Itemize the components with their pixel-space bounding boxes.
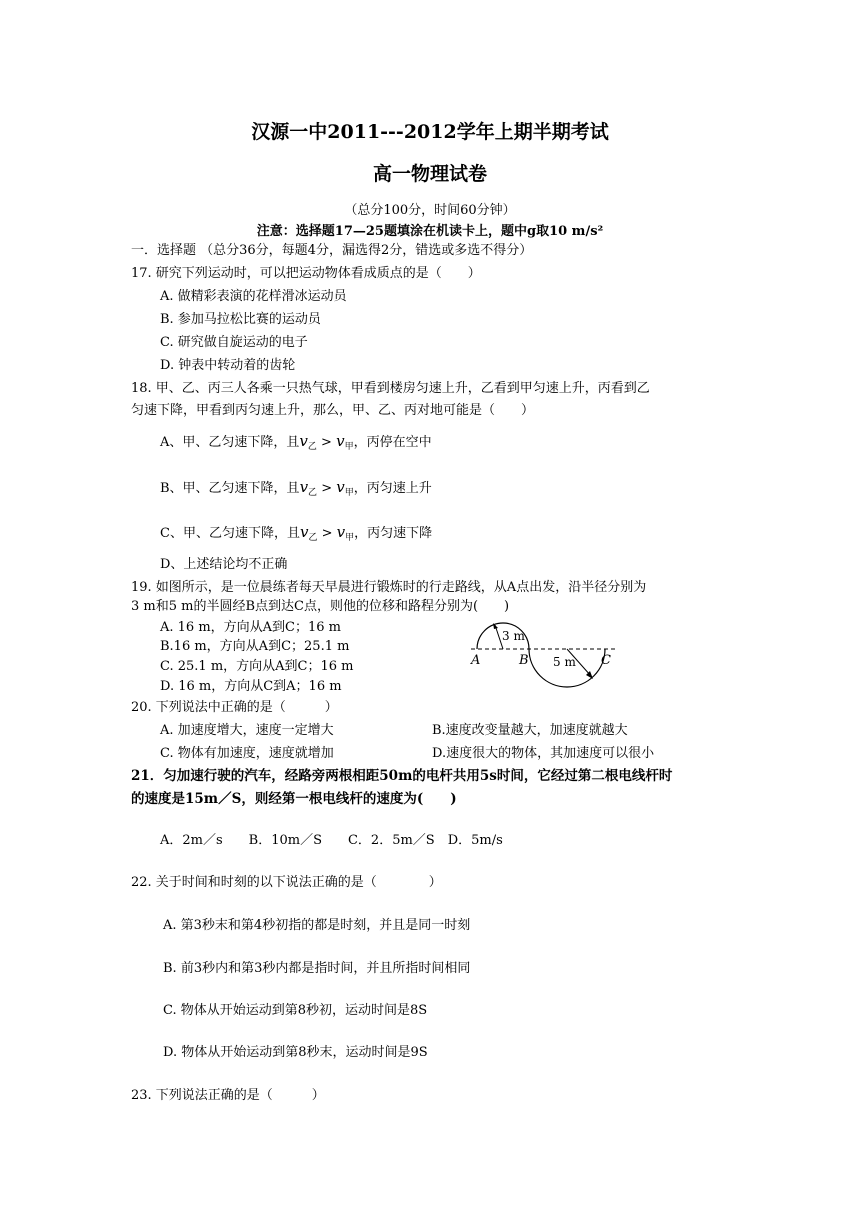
formula-op: >	[321, 526, 333, 541]
q19-stem-line1: 19. 如图所示，是一位晨练者每天早晨进行锻炼时的行走路线，从A点出发，沿半径分别为	[131, 580, 647, 595]
formula-v-jia: $v_甲$	[336, 523, 355, 543]
q19-option-a: A. 16 m，方向从A到C；16 m	[160, 620, 341, 635]
q18-stem-line1: 18. 甲、乙、丙三人各乘一只热气球，甲看到楼房匀速上升，乙看到甲匀速上升，丙看到乙	[131, 381, 650, 396]
label-a: A	[471, 653, 481, 668]
q22-option-d: D. 物体从开始运动到第8秒末，运动时间是9S	[163, 1045, 428, 1060]
q22-option-b: B. 前3秒内和第3秒内都是指时间，并且所指时间相同	[163, 961, 471, 976]
q20-option-b: B.速度改变量越大，加速度就越大	[432, 723, 628, 738]
exam-info: （总分100分，时间60分钟）	[344, 203, 516, 218]
q21-stem-line1: 21．匀加速行驶的汽车，经路旁两根相距50m的电杆共用5s时间，它经过第二根电线杆时	[131, 768, 673, 784]
q17-option-c: C. 研究做自旋运动的电子	[160, 335, 308, 350]
q17-option-b: B. 参加马拉松比赛的运动员	[160, 312, 321, 327]
exam-notice: 注意：选择题17—25题填涂在机读卡上，题中g取10 m/s²	[256, 224, 604, 239]
q17-stem: 17. 研究下列运动时，可以把运动物体看成质点的是（ ）	[131, 266, 481, 281]
label-r2: 5 m	[553, 655, 576, 669]
formula-v-yi: $v_乙$	[299, 432, 317, 452]
q21-options: A．2m／s B．10m／S C．2．5m／S D．5m/s	[160, 833, 503, 848]
section-heading: 一．选择题 （总分36分，每题4分，漏选得2分，错选或多选不得分）	[131, 243, 533, 258]
q17-option-d: D. 钟表中转动着的齿轮	[160, 358, 296, 373]
formula-v-yi: $v_乙$	[299, 478, 318, 498]
q18-option-b-post: ，丙匀速上升	[353, 481, 432, 496]
label-b: B	[519, 653, 529, 668]
q18-stem-line2: 匀速下降，甲看到丙匀速上升，那么，甲、乙、丙对地可能是（ ）	[131, 403, 535, 418]
exam-title: 汉源一中2011---2012学年上期半期考试	[251, 121, 609, 143]
q17-option-a: A. 做精彩表演的花样滑冰运动员	[160, 289, 347, 304]
q18-option-d: D、上述结论均不正确	[160, 557, 288, 572]
q19-option-b: B.16 m，方向从A到C；25.1 m	[160, 639, 350, 654]
q22-stem: 22. 关于时间和时刻的以下说法正确的是（ ）	[131, 875, 442, 890]
q19-path-figure	[465, 612, 625, 692]
label-r1: 3 m	[502, 629, 525, 643]
q20-option-d: D.速度很大的物体，其加速度可以很小	[432, 746, 655, 761]
q18-option-a-pre: A、甲、乙匀速下降，且	[160, 435, 300, 450]
q18-option-b	[160, 478, 432, 502]
exam-subtitle: 高一物理试卷	[372, 163, 487, 185]
q19-stem-line2: 3 m和5 m的半圆经B点到达C点，则他的位移和路程分别为( )	[131, 599, 510, 614]
q18-option-a	[160, 432, 432, 456]
q22-option-a: A. 第3秒末和第4秒初指的都是时刻，并且是同一时刻	[163, 918, 471, 933]
q18-option-a-post: ，丙停在空中	[353, 435, 432, 450]
q21-stem-line2: 的速度是15m／S，则经第一根电线杆的速度为( )	[131, 791, 457, 807]
q18-option-c-pre: C、甲、乙匀速下降，且	[160, 526, 300, 541]
q19-option-d: D. 16 m，方向从C到A；16 m	[160, 679, 342, 694]
q18-option-b-pre: B、甲、乙匀速下降，且	[160, 481, 300, 496]
q20-stem: 20. 下列说法中正确的是（ ）	[131, 700, 338, 715]
label-c: C	[601, 653, 611, 668]
q20-option-c: C. 物体有加速度，速度就增加	[160, 746, 334, 761]
formula-op: >	[321, 481, 333, 496]
formula-v-jia: $v_甲$	[336, 478, 354, 498]
formula-v-jia: $v_甲$	[336, 432, 354, 452]
q23-stem: 23. 下列说法正确的是（ ）	[131, 1088, 325, 1103]
q22-option-c: C. 物体从开始运动到第8秒初，运动时间是8S	[163, 1003, 428, 1018]
q20-option-a: A. 加速度增大，速度一定增大	[160, 723, 334, 738]
formula-op: >	[321, 435, 332, 450]
q19-option-c: C. 25.1 m，方向从A到C；16 m	[160, 659, 354, 674]
formula-v-yi: $v_乙$	[299, 523, 318, 543]
q18-option-c	[160, 523, 432, 547]
q18-option-c-post: ，丙匀速下降	[354, 526, 433, 541]
